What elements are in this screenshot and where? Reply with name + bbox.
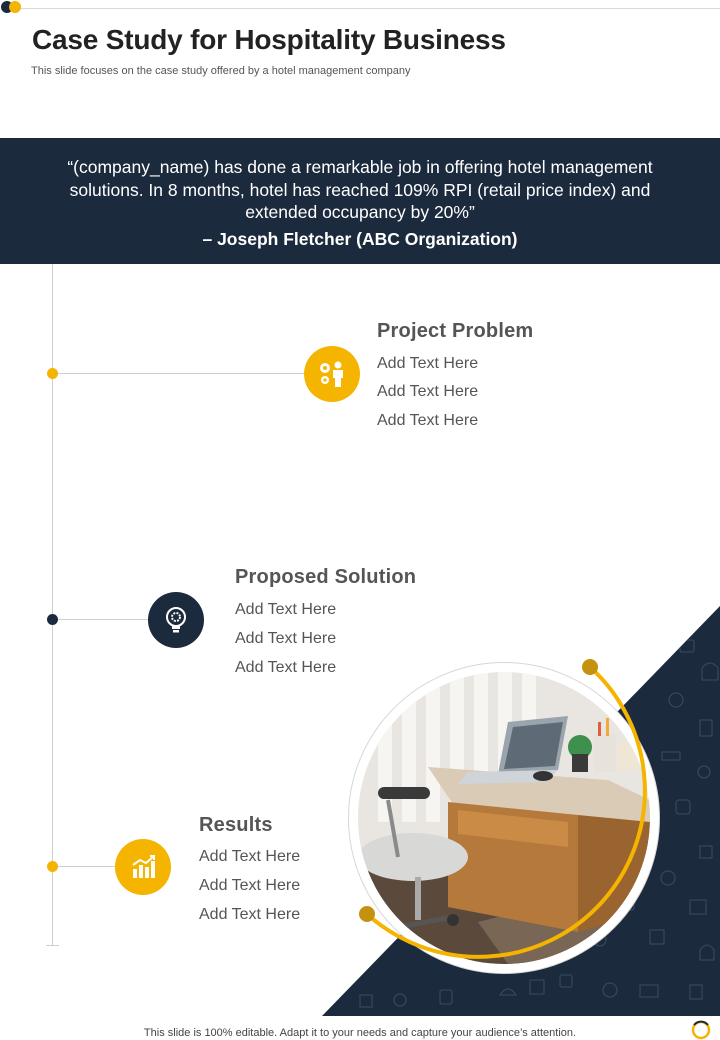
footer-logo-icon xyxy=(690,1019,712,1040)
section-item: Add Text Here xyxy=(199,877,301,894)
gears-person-icon xyxy=(304,346,360,402)
page-title: Case Study for Hospitality Business xyxy=(32,24,506,55)
section-title-project-problem: Project Problem xyxy=(377,320,534,342)
page-subtitle: This slide focuses on the case study offered by a hotel management company xyxy=(31,65,411,77)
section-item: Add Text Here xyxy=(235,659,337,676)
section-item: Add Text Here xyxy=(235,630,337,647)
section-item: Add Text Here xyxy=(377,412,479,429)
timeline-end-cap xyxy=(46,945,59,946)
timeline-connector xyxy=(58,866,116,867)
section-item: Add Text Here xyxy=(235,601,337,618)
footer-note: This slide is 100% editable. Adapt it to your needs and capture your audience’s attention. xyxy=(143,1027,577,1039)
bar-chart-icon xyxy=(115,839,171,895)
section-item: Add Text Here xyxy=(377,383,479,400)
timeline-axis xyxy=(52,264,53,946)
testimonial-author: – Joseph Fletcher (ABC Organization) xyxy=(202,229,518,249)
section-title-proposed-solution: Proposed Solution xyxy=(235,566,417,588)
timeline-marker xyxy=(47,614,58,625)
timeline-marker xyxy=(47,861,58,872)
testimonial-quote: “(company_name) has done a remarkable job in offering hotel management solutions. In 8 months, hotel has reached 109% RPI (retail price index) and extended occupancy by 20%” xyxy=(67,157,653,222)
section-item: Add Text Here xyxy=(199,848,301,865)
office-desk-photo xyxy=(358,672,650,964)
timeline-connector xyxy=(58,619,150,620)
section-title-results: Results xyxy=(199,814,273,836)
section-item: Add Text Here xyxy=(377,355,479,372)
timeline-connector xyxy=(58,373,306,374)
section-item: Add Text Here xyxy=(199,906,301,923)
lightbulb-gear-icon xyxy=(148,592,204,648)
timeline-marker xyxy=(47,368,58,379)
